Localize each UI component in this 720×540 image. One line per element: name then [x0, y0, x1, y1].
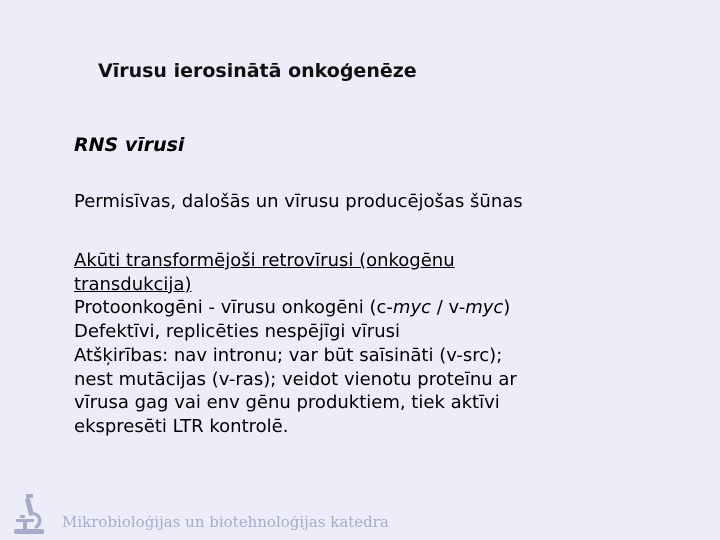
body-line-1: Akūti transformējoši retrovīrusi (onkogēnu [74, 250, 455, 271]
body-line-3-part-e: ) [503, 297, 511, 319]
microscope-icon [10, 492, 50, 536]
body-line-6: nest mutācijas (v-ras); veidot vienotu proteīnu ar [74, 368, 517, 390]
body-line-2: transdukcija) [74, 273, 192, 295]
footer-text: Mikrobioloģijas un biotehnoloģijas katedra [62, 513, 389, 531]
myc-term-c: myc [392, 297, 432, 319]
footer [10, 492, 389, 536]
body-line-5: Atšķirības: nav intronu; var būt saīsināti (v-src); [74, 344, 503, 366]
body-line-3-part-c: / v- [431, 297, 466, 319]
body-line-7: vīrusa gag vai env gēnu produktiem, tiek aktīvi [74, 392, 500, 414]
subtitle-line: Permisīvas, dalošās un vīrusu producējošas šūnas [74, 191, 523, 212]
slide-title: Vīrusu ierosinātā onkoģenēze [98, 60, 417, 82]
body-line-8: ekspresēti LTR kontrolē. [74, 415, 289, 437]
section-heading: RNS vīrusi [74, 134, 185, 156]
body-text [74, 249, 634, 439]
myc-term-v: myc [465, 297, 504, 319]
body-line-3-part-a: Protoonkogēni - vīrusu onkogēni (c- [74, 297, 393, 319]
body-line-3 [74, 296, 634, 320]
body-line-4: Defektīvi, replicēties nespējīgi vīrusi [74, 321, 400, 343]
